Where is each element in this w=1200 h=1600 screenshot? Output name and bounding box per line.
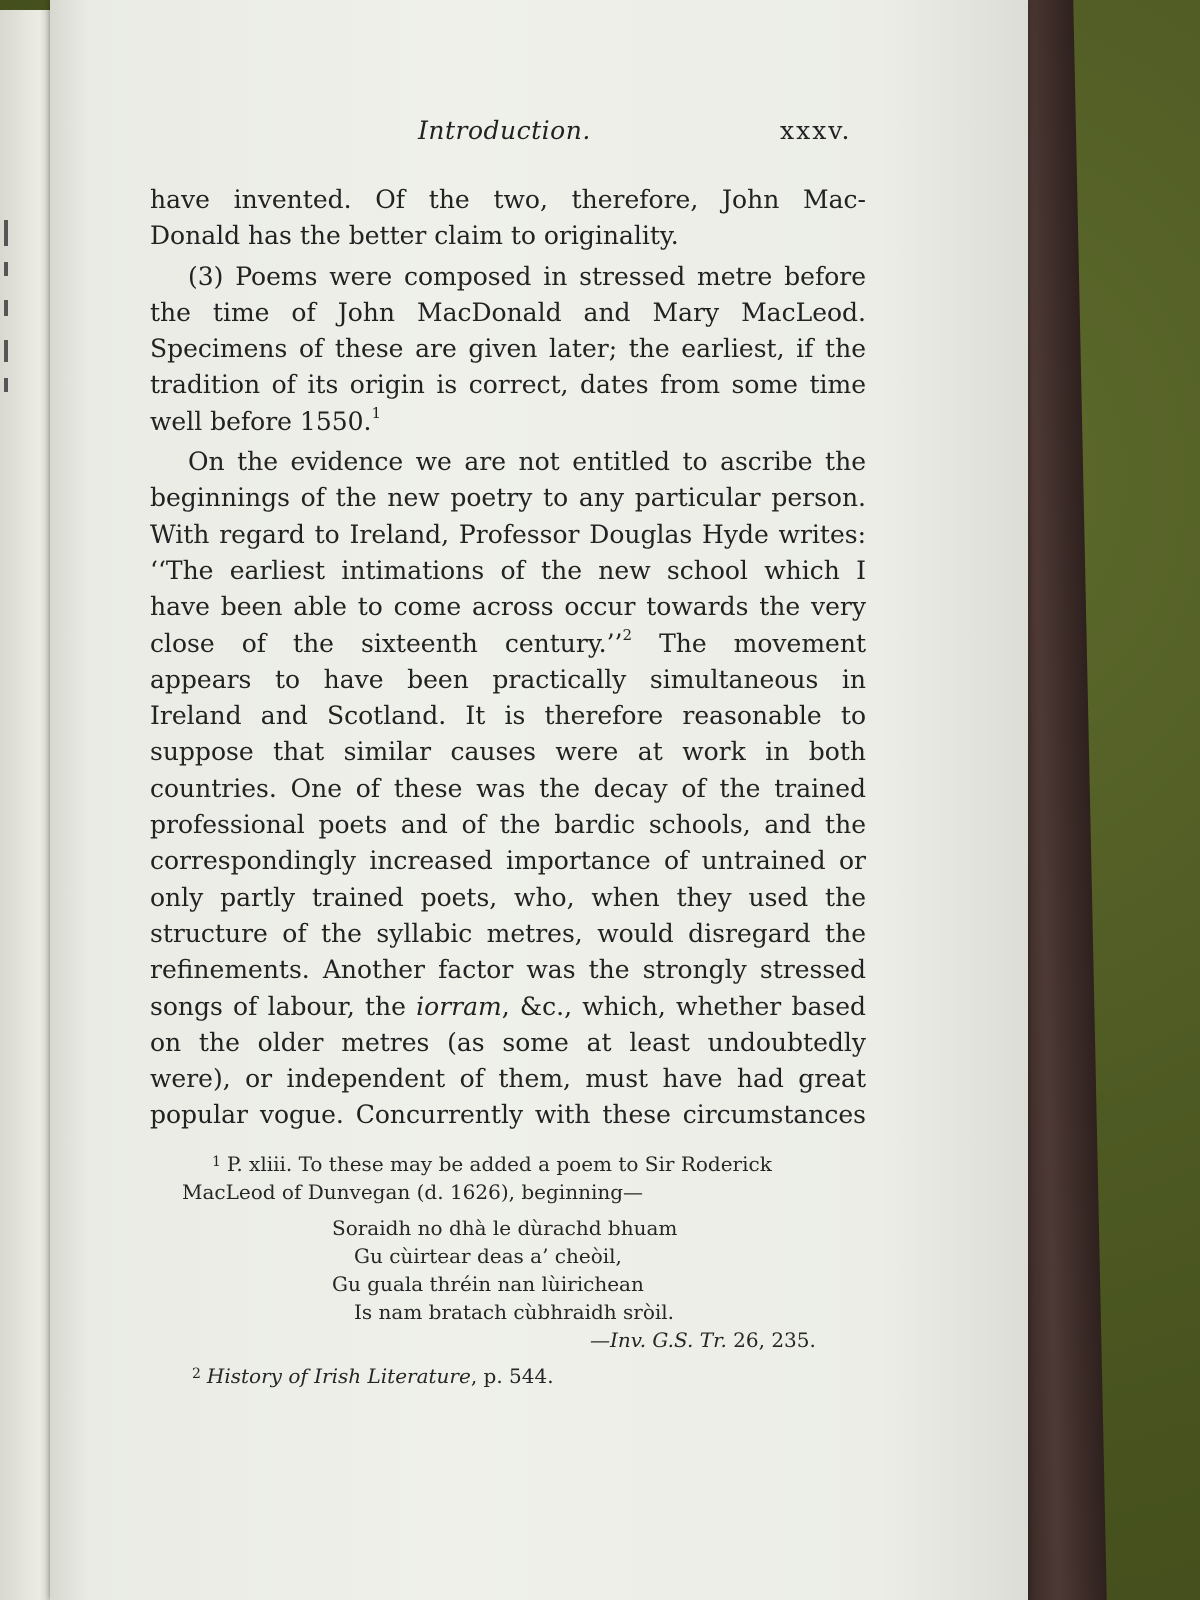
footnote-ref: 1 — [371, 404, 382, 423]
text-line: structure of the syllabic metres, would disregard the — [150, 918, 866, 948]
footnotes — [134, 1150, 854, 1390]
text-line: on the older metres (as some at least undoubtedly — [150, 1027, 866, 1057]
text-span: , &c., which, whether based — [501, 991, 866, 1021]
verse-line: Gu guala thréin nan lùirichean — [332, 1272, 644, 1296]
text-line: have been able to come across occur towards the very — [150, 592, 866, 622]
text-span: songs of labour, the — [150, 991, 417, 1021]
page-number: xxxv. — [780, 116, 852, 145]
citation-pages: 26, 235. — [726, 1328, 816, 1352]
text-line — [150, 626, 866, 662]
text-line: popular vogue. Concurrently with these circumstances — [150, 1100, 866, 1130]
verse-line: Soraidh no dhà le dùrachd bhuam — [332, 1216, 678, 1240]
text-span: close of the sixteenth century.’’ — [150, 628, 623, 658]
footnote-1 — [134, 1150, 854, 1178]
footnote-mark: 1 — [212, 1154, 221, 1170]
footnote-text: P. xliii. To these may be added a poem to Sir Roderick — [226, 1152, 772, 1176]
book-page — [50, 0, 1028, 1600]
text-span: well before 1550. — [150, 406, 372, 436]
italic-term: iorram — [416, 991, 502, 1021]
page-header — [50, 116, 1028, 156]
text-line: countries. One of these was the decay of the trained — [150, 773, 866, 803]
text-line: suppose that similar causes were at work in both — [150, 737, 866, 767]
text-line: have invented. Of the two, therefore, John Mac- — [150, 185, 866, 214]
text-line: refinements. Another factor was the strongly stressed — [150, 955, 866, 985]
text-line — [150, 404, 866, 440]
text-line: ‘‘The earliest intimations of the new school which I — [150, 555, 866, 585]
facing-page-edge — [0, 10, 56, 1600]
text-line: professional poets and of the bardic schools, and the — [150, 810, 866, 840]
text-line: only partly trained poets, who, when they used the — [150, 882, 866, 912]
footnote-ref: 2 — [622, 626, 633, 645]
footnote-text: MacLeod of Dunvegan (d. 1626), beginning— — [182, 1180, 644, 1204]
text-line: Ireland and Scotland. It is therefore reasonable to — [150, 701, 866, 731]
running-head: Introduction. — [418, 116, 591, 145]
text-line: the time of John MacDonald and Mary MacLeod. — [150, 297, 866, 327]
footnote-2 — [134, 1362, 854, 1390]
text-line: On the evidence we are not entitled to ascribe the — [188, 447, 866, 477]
text-line — [150, 989, 866, 1025]
citation — [134, 1326, 854, 1354]
verse-quote — [134, 1214, 854, 1326]
text-line: With regard to Ireland, Professor Douglas Hyde writes: — [150, 519, 866, 549]
verse-line: Is nam bratach cùbhraidh sròil. — [354, 1300, 675, 1324]
body-text — [150, 182, 866, 1134]
text-line: (3) Poems were composed in stressed metre before — [188, 261, 866, 291]
text-line: tradition of its origin is correct, dates from some time — [150, 370, 866, 400]
verse-line: Gu cùirtear deas a’ cheòil, — [354, 1244, 622, 1268]
footnote-mark: 2 — [192, 1366, 201, 1382]
citation-source: —Inv. G.S. Tr. — [590, 1328, 727, 1352]
text-line: were), or independent of them, must have had great — [150, 1064, 866, 1094]
text-line: correspondingly increased importance of untrained or — [150, 846, 866, 876]
text-line: appears to have been practically simultaneous in — [150, 664, 866, 694]
text-line: Specimens of these are given later; the earliest, if the — [150, 334, 866, 364]
footnote-text: , p. 544. — [470, 1364, 554, 1388]
text-span: The movement — [632, 628, 867, 658]
book-title: History of Irish Literature — [206, 1364, 471, 1388]
text-line: beginnings of the new poetry to any particular person. — [150, 483, 866, 513]
text-line: Donald has the better claim to originality. — [150, 221, 679, 251]
